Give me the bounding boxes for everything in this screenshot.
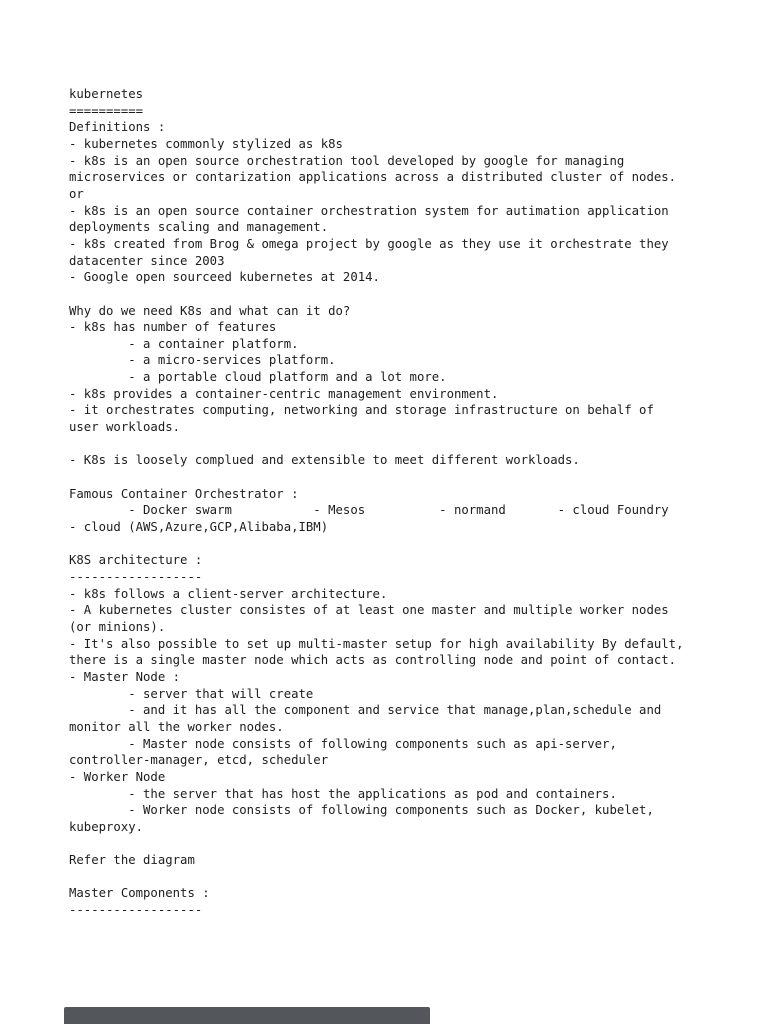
text-line: (or minions).: [69, 619, 166, 634]
text-line: microservices or contarization applications across a distributed cluster of nodes.: [69, 170, 677, 185]
text-line: - server that will create: [69, 686, 314, 701]
text-line: - k8s is an open source orchestration tool developed by google for managing: [69, 153, 625, 168]
text-line: [69, 536, 683, 553]
text-line: controller-manager, etcd, scheduler: [69, 753, 329, 768]
text-line: - Google open sourceed kubernetes at 2014.: [69, 270, 380, 285]
text-line: Definitions :: [69, 120, 166, 135]
text-line: - k8s has number of features: [69, 320, 277, 335]
next-page-top-sliver: [64, 1007, 430, 1024]
text-line: there is a single master node which acts as controlling node and point of contact.: [69, 653, 677, 668]
text-line: Master Components :: [69, 886, 210, 901]
text-line: datacenter since 2003: [69, 253, 225, 268]
text-line: ------------------: [69, 569, 203, 584]
text-line: kubernetes: [69, 87, 144, 101]
text-line: - cloud (AWS,Azure,GCP,Alibaba,IBM): [69, 520, 329, 535]
text-line: - the server that has host the applications as pod and containers.: [69, 786, 617, 801]
text-line: - It's also possible to set up multi-master setup for high availability By default,: [69, 636, 684, 651]
text-line: - K8s is loosely complued and extensible to meet different workloads.: [69, 453, 580, 468]
text-line: - Worker Node: [69, 769, 166, 784]
text-line: - k8s follows a client-server architecture.: [69, 586, 388, 601]
text-line: [69, 869, 683, 886]
text-line: [69, 286, 683, 303]
text-line: - A kubernetes cluster consistes of at least one master and multiple worker nodes: [69, 603, 669, 618]
text-line: K8S architecture :: [69, 553, 203, 568]
text-line: kubeproxy.: [69, 819, 144, 834]
text-line: user workloads.: [69, 420, 181, 435]
text-line: - Master Node :: [69, 669, 181, 684]
text-line: or: [69, 186, 84, 201]
text-line: [69, 436, 683, 453]
text-line: - a micro-services platform.: [69, 353, 336, 368]
text-line: - k8s is an open source container orchestration system for autimation application: [69, 203, 669, 218]
text-line: - and it has all the component and service that manage,plan,schedule and: [69, 703, 662, 718]
text-line: - Docker swarm - Mesos - normand - cloud Foundry: [69, 503, 669, 518]
text-line: - k8s provides a container-centric management environment.: [69, 386, 499, 401]
text-line: Famous Container Orchestrator :: [69, 486, 299, 501]
text-line: - k8s created from Brog & omega project by google as they use it orchestrate they: [69, 236, 669, 251]
text-line: Refer the diagram: [69, 853, 195, 868]
text-line: deployments scaling and management.: [69, 220, 329, 235]
text-line: - it orchestrates computing, networking and storage infrastructure on behalf of: [69, 403, 654, 418]
text-line: [69, 835, 683, 852]
text-line: - Master node consists of following components such as api-server,: [69, 736, 617, 751]
text-line: - a container platform.: [69, 336, 299, 351]
text-line: ==========: [69, 103, 144, 118]
text-line: ------------------: [69, 903, 203, 918]
text-line: - a portable cloud platform and a lot more.: [69, 370, 447, 385]
text-line: Why do we need K8s and what can it do?: [69, 303, 351, 318]
text-line: monitor all the worker nodes.: [69, 719, 284, 734]
text-line: [69, 469, 683, 486]
text-line: - kubernetes commonly stylized as k8s: [69, 136, 343, 151]
text-line: - Worker node consists of following components such as Docker, kubelet,: [69, 803, 654, 818]
document-text: [69, 86, 683, 919]
